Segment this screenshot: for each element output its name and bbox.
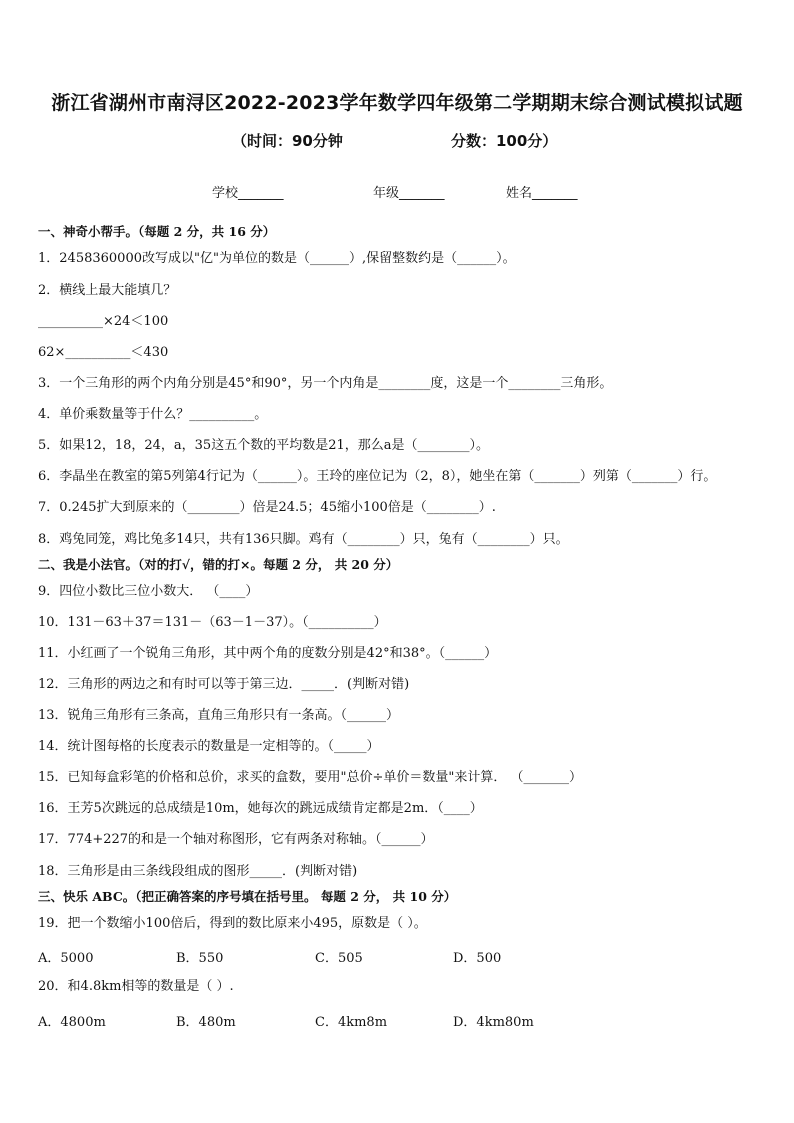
question-17: 17．774+227的和是一个轴对称图形，它有两条对称轴。（______） bbox=[38, 832, 434, 847]
q20-option-a: A．4800m bbox=[38, 1015, 106, 1030]
q19-option-a: A．5000 bbox=[38, 951, 94, 966]
page-title: 浙江省湖州市南浔区2022-2023学年数学四年级第二学期期末综合测试模拟试题 bbox=[51, 92, 743, 114]
question-1: 1．2458360000改写成以"亿"为单位的数是（______）,保留整数约是（______）。 bbox=[38, 251, 516, 266]
section-heading-1: 一、神奇小帮手。（每题 2 分，共 16 分） bbox=[38, 224, 276, 239]
question-14: 14．统计图每格的长度表示的数量是一定相等的。（_____） bbox=[38, 739, 380, 754]
total-score: 分数：100分） bbox=[451, 132, 558, 150]
question-2: 2．横线上最大能填几？ bbox=[38, 283, 177, 298]
question-19: 19．把一个数缩小100倍后，得到的数比原来小495，原数是（ ）。 bbox=[38, 916, 427, 931]
question-9: 9．四位小数比三位小数大． （____） bbox=[38, 584, 259, 599]
exam-meta bbox=[0, 130, 794, 150]
question-8: 8．鸡兔同笼，鸡比兔多14只，共有136只脚。鸡有（________）只，兔有（________）只。 bbox=[38, 532, 569, 547]
question-4: 4．单价乘数量等于什么？__________。 bbox=[38, 407, 268, 422]
question-12: 12．三角形的两边之和有时可以等于第三边．_____．(判断对错) bbox=[38, 677, 410, 692]
question-3: 3．一个三角形的两个内角分别是45°和90°，另一个内角是________度，这是一个________三角形。 bbox=[38, 376, 613, 391]
time-limit: （时间：90分钟 bbox=[232, 132, 343, 150]
q20-option-b: B．480m bbox=[176, 1015, 236, 1030]
name-field: 姓名_______ bbox=[506, 186, 578, 201]
section-heading-2: 二、我是小法官。（对的打√，错的打×。每题 2 分， 共 20 分） bbox=[38, 557, 399, 572]
school-field: 学校_______ bbox=[212, 186, 284, 201]
q20-option-d: D．4km80m bbox=[453, 1015, 534, 1030]
q20-option-c: C．4km8m bbox=[315, 1015, 388, 1030]
student-info bbox=[0, 182, 794, 202]
grade-field: 年级_______ bbox=[373, 186, 445, 201]
question-18: 18．三角形是由三条线段组成的图形_____．(判断对错) bbox=[38, 864, 358, 879]
q19-option-d: D．500 bbox=[453, 951, 502, 966]
question-7: 7．0.245扩大到原来的（________）倍是24.5；45缩小100倍是（________）. bbox=[38, 500, 496, 515]
question-15: 15．已知每盒彩笔的价格和总价，求买的盒数，要用"总价÷单价＝数量"来计算． （_______） bbox=[38, 770, 583, 785]
question-13: 13．锐角三角形有三条高，直角三角形只有一条高。（______） bbox=[38, 708, 400, 723]
q19-option-c: C．505 bbox=[315, 951, 363, 966]
section-heading-3: 三、快乐 ABC。（把正确答案的序号填在括号里。 每题 2 分， 共 10 分） bbox=[38, 889, 457, 904]
question-2-blank-b: 62×__________＜430 bbox=[38, 345, 169, 360]
question-5: 5．如果12，18，24，a，35这五个数的平均数是21，那么a是（________）。 bbox=[38, 438, 489, 453]
question-16: 16．王芳5次跳远的总成绩是10m，她每次的跳远成绩肯定都是2m．（____） bbox=[38, 801, 483, 816]
question-2-blank-a: __________×24＜100 bbox=[38, 314, 169, 329]
question-20: 20．和4.8km相等的数量是（ ）. bbox=[38, 979, 234, 994]
question-10: 10．131－63＋37＝131－（63－1－37）。（__________） bbox=[38, 615, 387, 630]
question-6: 6．李晶坐在教室的第5列第4行记为（______）。王玲的座位记为（2，8），她坐在第（_______）列第（_______）行。 bbox=[38, 469, 717, 484]
q19-option-b: B．550 bbox=[176, 951, 224, 966]
question-11: 11．小红画了一个锐角三角形，其中两个角的度数分别是42°和38°。（______） bbox=[38, 646, 498, 661]
